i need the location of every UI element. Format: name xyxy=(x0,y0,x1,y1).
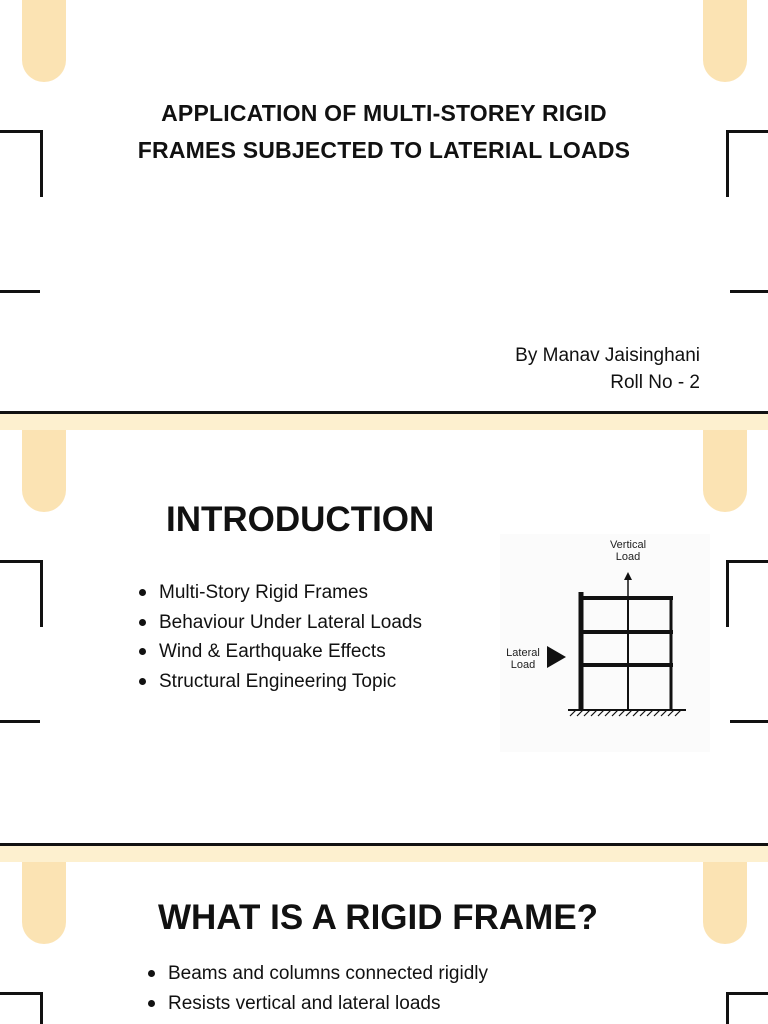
decorative-tab-left xyxy=(22,430,66,512)
bullet-icon xyxy=(148,1000,155,1007)
bullet-icon xyxy=(139,678,146,685)
bullet-icon xyxy=(139,619,146,626)
lateral-load-label: Lateral xyxy=(506,647,540,659)
edge-dash-right xyxy=(730,290,768,293)
slide-heading: WHAT IS A RIGID FRAME? xyxy=(158,898,599,937)
title-line-2: FRAMES SUBJECTED TO LATERIAL LOADS xyxy=(137,137,631,163)
author-block xyxy=(515,342,700,396)
frame-drawing xyxy=(500,534,710,752)
list-item: Beams and columns connected rigidly xyxy=(148,959,488,989)
corner-bracket-right xyxy=(726,560,768,627)
decorative-tab-right xyxy=(703,0,747,82)
vertical-arrow-head-icon xyxy=(624,572,632,580)
decorative-tab-right xyxy=(703,430,747,512)
bullet-list xyxy=(139,578,422,696)
rigid-frame-definition-slide xyxy=(0,862,768,1024)
list-item: Resists vertical and lateral loads xyxy=(148,989,488,1019)
decorative-tab-left xyxy=(22,862,66,944)
corner-bracket-right xyxy=(726,992,768,1024)
author-name: By Manav Jaisinghani xyxy=(515,345,700,366)
bullet-icon xyxy=(139,589,146,596)
list-item: Multi-Story Rigid Frames xyxy=(139,578,422,608)
slide-gap-strip xyxy=(0,846,768,862)
edge-dash-left xyxy=(0,290,40,293)
edge-dash-left xyxy=(0,720,40,723)
corner-bracket-left xyxy=(0,992,43,1024)
presentation-title xyxy=(84,95,684,169)
bullet-icon xyxy=(139,648,146,655)
list-item: Structural Engineering Topic xyxy=(139,667,422,697)
decorative-tab-left xyxy=(22,0,66,82)
corner-bracket-right xyxy=(726,130,768,197)
roll-number: Roll No - 2 xyxy=(610,372,700,393)
slide-gap-strip xyxy=(0,414,768,430)
list-item: Behaviour Under Lateral Loads xyxy=(139,608,422,638)
title-slide xyxy=(0,0,768,411)
corner-bracket-left xyxy=(0,560,43,627)
slide-heading: INTRODUCTION xyxy=(166,500,435,539)
bullet-list xyxy=(148,959,488,1018)
introduction-slide xyxy=(0,430,768,844)
decorative-tab-right xyxy=(703,862,747,944)
lateral-load-label-2: Load xyxy=(510,659,536,671)
vertical-load-label-2: Load xyxy=(615,551,641,563)
vertical-load-label: Vertical xyxy=(609,539,647,551)
list-item: Wind & Earthquake Effects xyxy=(139,637,422,667)
title-line-1: APPLICATION OF MULTI-STOREY RIGID xyxy=(161,100,607,126)
bullet-icon xyxy=(148,970,155,977)
rigid-frame-diagram-icon xyxy=(500,534,710,752)
corner-bracket-left xyxy=(0,130,43,197)
edge-dash-right xyxy=(730,720,768,723)
